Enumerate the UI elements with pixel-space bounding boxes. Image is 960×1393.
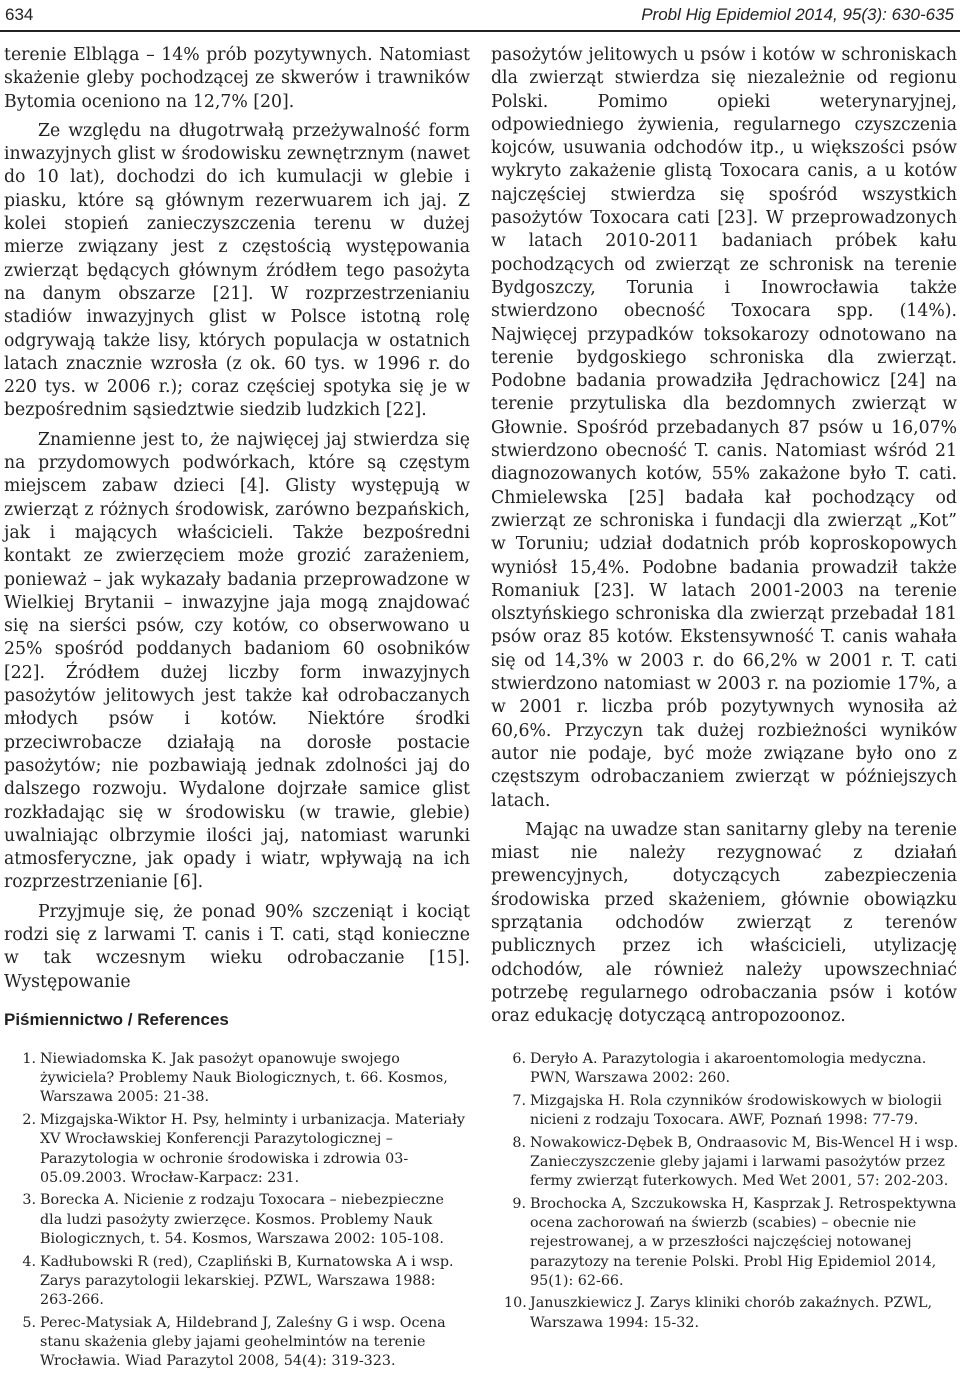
paragraph: Ze względu na długotrwałą przeżywalność form inwazyjnych glist w środowisku zewnętrznym (nawet do 10 lat), dochodzi do ich kumulacji w glebie i piasku, które są głównym rezerwuarem ich jaj. Z kolei stopień zanieczyszczenia terenu w dużej mierze związany jest z częstością występowania zwierząt będących głównym źródłem tego pasożyta na danym obszarze [21]. W rozprzestrzenianiu stadiów inwazyjnych glist w Polsce istotną rolę odgrywają także lisy, których populacja w ostatnich latach znacznie wzrosła (z ok. 60 tys. w 1996 r. do 220 tys. w 2006 r.); coraz częściej spotyka się je w bezpośrednim sąsiedztwie siedzib ludzkich [22].: [4, 120, 470, 421]
page-header: [0, 0, 960, 30]
reference-number: 8.: [512, 1134, 526, 1151]
reference-item: [22, 1253, 470, 1311]
journal-citation: Probl Hig Epidemiol 2014, 95(3): 630-635: [641, 5, 954, 24]
right-column: [491, 44, 957, 1028]
paragraph: Mając na uwadze stan sanitarny gleby na terenie miast nie należy rezygnować z działań prewencyjnych, dotyczących zabezpieczenia środowiska przed skażeniem, głównie obowiązku sprzątania odchodów zwierząt z terenów publicznych przez ich właścicieli, utylizację odchodów, ale również należy upowszechniać potrzebę regularnego odrobaczania psów i kotów oraz edukację dotyczącą antropozoonoz.: [491, 819, 957, 1027]
reference-item: [512, 1195, 960, 1291]
reference-text: Mizgajska H. Rola czynników środowiskowych w biologii nicieni z rodzaju Toxocara. AWF, Poznań 1998: 77-79.: [530, 1092, 942, 1129]
reference-text: Januszkiewicz J. Zarys kliniki chorób zakaźnych. PZWL, Warszawa 1994: 15-32.: [530, 1295, 933, 1331]
reference-text: Kadłubowski R (red), Czapliński B, Kurnatowska A i wsp. Zarys parazytologii lekarskiej. PZWL, Warszawa 1988: 263-266.: [40, 1253, 454, 1308]
reference-text: Mizgajska-Wiktor H. Psy, helminty i urbanizacja. Materiały XV Wrocławskiej Konferencji Parazytologicznej – Parazytologia w ochronie środowiska i zdrowia 03-05.09.2003. Wrocław-Karpacz: 231.: [40, 1112, 465, 1186]
reference-number: 2.: [22, 1112, 36, 1129]
reference-text: Brochocka A, Szczukowska H, Kasprzak J. Retrospektywna ocena zachorowań na świerzb (scabies) – obecnie nie rejestrowanej, a w przeszłości najczęściej notowanej parazytozy na terenie Polski. Probl Hig Epidemiol 2014, 95(1): 62-66.: [530, 1195, 957, 1289]
reference-number: 10.: [504, 1295, 527, 1312]
reference-item: [504, 1294, 960, 1332]
paragraph: Znamienne jest to, że najwięcej jaj stwierdza się na przydomowych podwórkach, które są częstym miejscem zabaw dzieci [4]. Glisty występują w zwierząt z różnych środowisk, zarówno bezpańskich, jak i mających właścicieli. Także bezpośredni kontakt ze zwierzęciem może grozić zarażeniem, ponieważ – jak wykazały badania przeprowadzone w Wielkiej Brytanii – inwazyjne jaja mogą znajdować się na sierści psów, czy kotów, co obserwowano u 25% spośród poddanych badaniom 60 osobników [22]. Źródłem dużej liczby form inwazyjnych pasożytów jelitowych jest także kał odrobaczanych młodych psów i kotów. Niektóre środki przeciwrobacze działają na dorosłe postacie pasożytów; nie pozbawiają jednak zdolności jaj do dalszego rozwoju. Wydalone dojrzałe samice glist rozkładając się w środowisku (w trawie, glebie) uwalniając olbrzymie ilości jaj, natomiast warunki atmosferyczne, jak opady i wiatr, wpływają na ich rozprzestrzenianie [6].: [4, 429, 470, 893]
reference-text: Borecka A. Nicienie z rodzaju Toxocara – niebezpieczne dla ludzi pasożyty zwierzęce. Kosmos. Problemy Nauk Biologicznych, t. 54. Kosmos, Warszawa 2002: 105-108.: [40, 1192, 444, 1247]
reference-text: Perec-Matysiak A, Hildebrand J, Zaleśny G i wsp. Ocena stanu skażenia gleby jajami geohelmintów na terenie Wrocławia. Wiad Parazytol 2008, 54(4): 319-323.: [40, 1314, 446, 1370]
header-rule: [0, 30, 960, 32]
reference-item: [22, 1314, 470, 1372]
reference-item: [512, 1092, 960, 1130]
references-list-left: [22, 1050, 470, 1375]
reference-number: 3.: [22, 1192, 36, 1209]
reference-item: [22, 1191, 470, 1249]
reference-number: 6.: [512, 1051, 526, 1067]
reference-item: [22, 1050, 470, 1108]
reference-item: [512, 1050, 960, 1088]
reference-number: 1.: [22, 1051, 36, 1067]
paragraph: pasożytów jelitowych u psów i kotów w schroniskach dla zwierząt stwierdza się niezależnie od regionu Polski. Pomimo opieki weterynaryjnej, odpowiedniego żywienia, regularnego czyszczenia kojców, usuwania odchodów itp., u większości psów wykryto zakażenie glistą Toxocara canis, a u kotów najczęściej stwierdza się spośród wszystkich pasożytów Toxocara cati [23]. W przeprowadzonych w latach 2010-2011 badaniach próbek kału pochodzących od zwierząt ze schronisk na terenie Bydgoszczy, Torunia i Inowrocławia także stwierdzono obecność Toxocara spp. (14%). Najwięcej przypadków toksokarozy odnotowano na terenie bydgoskiego schroniska dla zwierząt. Podobne badania prowadziła Jędrachowicz [24] na terenie przytuliska dla bezdomnych zwierząt w Głownie. Spośród przebadanych 87 psów u 16,07% stwierdzono obecność T. canis. Natomiast wśród 21 diagnozowanych kotów, 55% zakażone było T. cati. Chmielewska [25] badała kał pochodzący od zwierząt ze schroniska i fundacji dla zwierząt „Kot” w Toruniu; udział dodatnich prób koproskopowych wyniósł 15,4%. Podobne badania prowadził także Romaniuk [23]. W latach 2001-2003 na terenie olsztyńskiego schroniska dla zwierząt przebadał 181 psów oraz 85 kotów. Ekstensywność T. canis wahała się od 14,3% w 2003 r. do 66,2% w 2001 r. T. cati stwierdzono natomiast w 2003 r. na poziomie 17%, a w 2001 r. liczba prób pozytywnych wynosiła aż 60,6%. Przyczyn tak dużej rozbieżności wyników autor nie podaje, być może związane było ono z częstszym odrobaczaniem zwierząt w późniejszych latach.: [491, 45, 957, 811]
reference-number: 5.: [22, 1314, 36, 1331]
paragraph: terenie Elbląga – 14% prób pozytywnych. Natomiast skażenie gleby pochodzącej ze skwerów i trawników Bytomia oceniono na 12,7% [20].: [4, 45, 470, 112]
references-list-right: [504, 1050, 960, 1336]
reference-item: [22, 1111, 470, 1188]
reference-text: Deryło A. Parazytologia i akaroentomologia medyczna. PWN, Warszawa 2002: 260.: [530, 1051, 927, 1087]
reference-text: Niewiadomska K. Jak pasożyt opanowuje swojego żywiciela? Problemy Nauk Biologicznych, t. 66. Kosmos, Warszawa 2005: 21-38.: [40, 1051, 448, 1106]
reference-number: 7.: [512, 1092, 526, 1109]
reference-number: 4.: [22, 1253, 36, 1270]
paragraph: Przyjmuje się, że ponad 90% szczeniąt i kociąt rodzi się z larwami T. canis i T. cati, stąd konieczne w tak wczesnym wieku odrobaczanie [15]. Występowanie: [4, 901, 470, 992]
page-number: 634: [5, 5, 34, 24]
left-column: [4, 44, 470, 994]
reference-text: Nowakowicz-Dębek B, Ondraasovic M, Bis-Wencel H i wsp. Zanieczyszczenie gleby jajami i larwami pasożytów przez fermy zwierząt futerkowych. Med Wet 2001, 57: 202-203.: [530, 1134, 959, 1190]
reference-item: [512, 1134, 960, 1192]
reference-number: 9.: [512, 1195, 526, 1212]
references-heading: Piśmiennictwo / References: [4, 1010, 229, 1029]
